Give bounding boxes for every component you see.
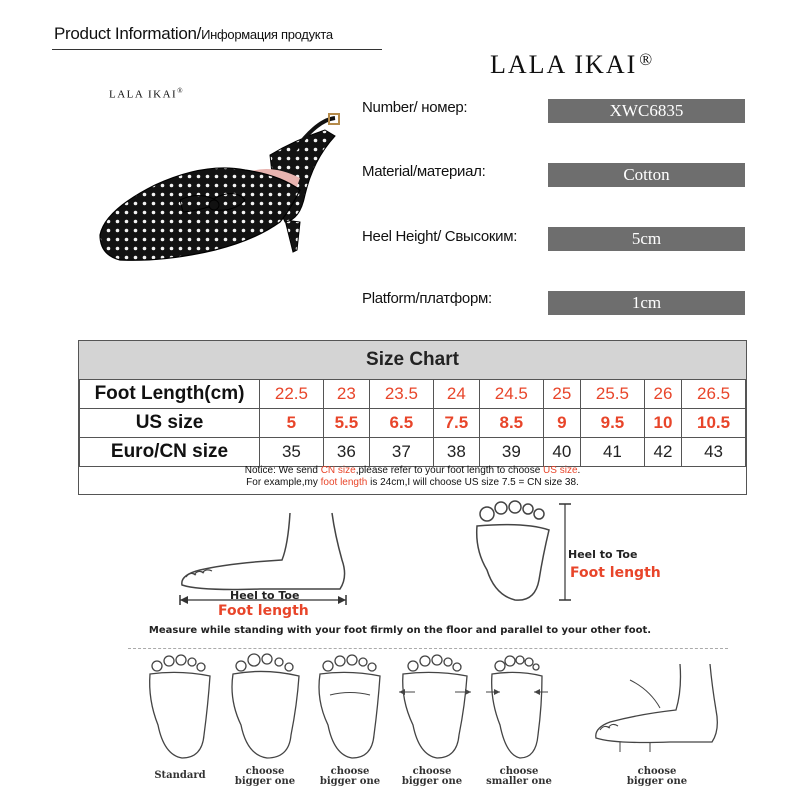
title-underline <box>52 49 382 50</box>
material-value: Cotton <box>548 163 745 187</box>
caption-choose-bigger: choose bigger one <box>319 766 381 787</box>
size-cell: 9.5 <box>581 409 645 438</box>
size-cell: 7.5 <box>433 409 479 438</box>
size-cell: 8.5 <box>479 409 543 438</box>
foot-type-wide <box>225 650 305 765</box>
size-cell: 24.5 <box>479 380 543 409</box>
size-cell: 26.5 <box>682 380 746 409</box>
size-cell: 22.5 <box>260 380 324 409</box>
size-cell: 43 <box>682 438 746 467</box>
foot-type-bunion <box>395 650 475 765</box>
size-table <box>79 379 746 467</box>
size-cell: 39 <box>479 438 543 467</box>
brand-logo: LALA IKAI ® <box>490 50 655 79</box>
size-cell: 40 <box>543 438 580 467</box>
size-cell: 25 <box>543 380 580 409</box>
foot-type-high-arch <box>310 650 390 765</box>
caption-choose-bigger: choose bigger one <box>401 766 463 787</box>
side-heel-to-toe-label: Heel to Toe <box>230 589 300 602</box>
foot-type-high-instep <box>590 660 730 760</box>
side-foot-length-label: Foot length <box>218 603 309 619</box>
row-header: Euro/CN size <box>80 438 260 467</box>
size-cell: 23 <box>323 380 369 409</box>
top-foot-diagram <box>465 500 585 610</box>
size-cell: 36 <box>323 438 369 467</box>
product-shoe-image <box>95 100 350 300</box>
image-brand-logo: LALA IKAI® <box>109 87 185 101</box>
caption-choose-bigger: choose bigger one <box>626 766 688 787</box>
size-cell: 5.5 <box>323 409 369 438</box>
size-chart-title: Size Chart <box>79 341 746 379</box>
heel-height-label: Heel Height/ Свысоким: <box>362 228 518 245</box>
row-header: Foot Length(cm) <box>80 380 260 409</box>
size-cell: 42 <box>644 438 681 467</box>
notice-line-1: Notice: We send CN size,please refer to your foot length to choose US size. <box>244 465 581 476</box>
size-cell: 10.5 <box>682 409 746 438</box>
size-cell: 9 <box>543 409 580 438</box>
size-cell: 10 <box>644 409 681 438</box>
row-header: US size <box>80 409 260 438</box>
caption-standard: Standard <box>154 770 206 781</box>
size-chart <box>78 340 747 495</box>
size-cell: 37 <box>369 438 433 467</box>
caption-choose-smaller: choose smaller one <box>486 766 552 787</box>
size-cell: 24 <box>433 380 479 409</box>
material-label: Material/материал: <box>362 163 486 180</box>
heel-height-value: 5cm <box>548 227 745 251</box>
size-cell: 23.5 <box>369 380 433 409</box>
size-cell: 5 <box>260 409 324 438</box>
caption-choose-bigger: choose bigger one <box>234 766 296 787</box>
size-cell: 25.5 <box>581 380 645 409</box>
number-value: XWC6835 <box>548 99 745 123</box>
number-label: Number/ номер: <box>362 99 468 116</box>
top-foot-length-label: Foot length <box>570 565 661 581</box>
platform-value: 1cm <box>548 291 745 315</box>
measure-instruction: Measure while standing with your foot firmly on the floor and parallel to your other foot. <box>148 625 652 636</box>
notice-line-2: For example,my foot length is 24cm,I will choose US size 7.5 = CN size 38. <box>246 477 579 488</box>
size-cell: 41 <box>581 438 645 467</box>
size-notice <box>79 465 746 489</box>
foot-type-narrow <box>478 650 558 765</box>
us-size-row <box>80 409 746 438</box>
size-cell: 26 <box>644 380 681 409</box>
size-cell: 38 <box>433 438 479 467</box>
foot-type-standard <box>140 650 220 765</box>
size-cell: 35 <box>260 438 324 467</box>
product-info-title: Product Information/Информация продукта <box>54 24 333 43</box>
euro-cn-size-row <box>80 438 746 467</box>
foot-length-row <box>80 380 746 409</box>
size-cell: 6.5 <box>369 409 433 438</box>
top-heel-to-toe-label: Heel to Toe <box>568 548 638 561</box>
platform-label: Platform/платформ: <box>362 290 492 307</box>
